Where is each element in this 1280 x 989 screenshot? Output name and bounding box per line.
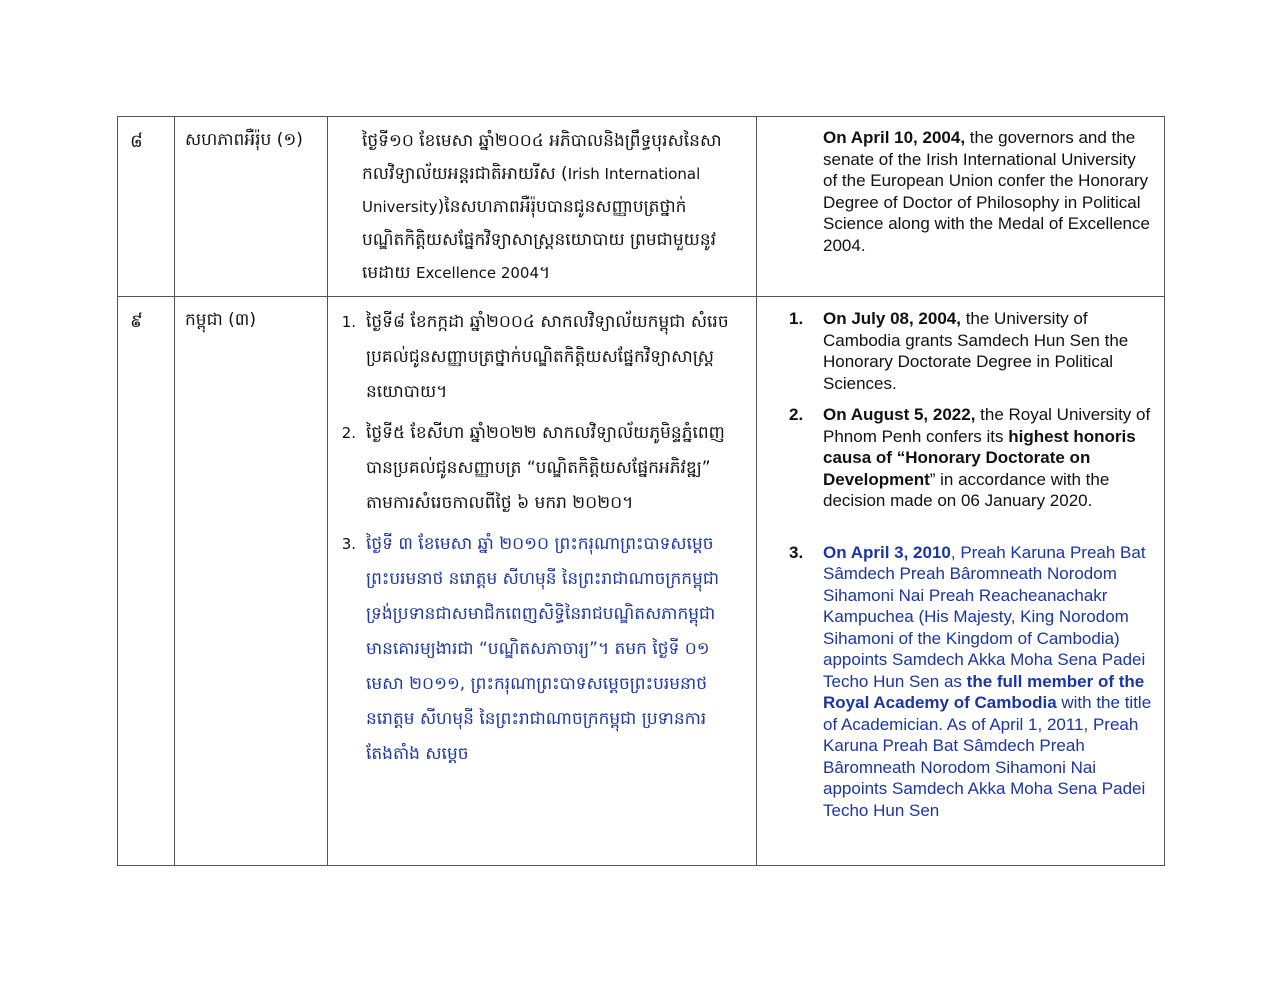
english-text: with the title of Academician. As of April 1, 2011, Preah Karuna Preah Bat Sâmdech Preah Bâromneath Norodom Sihamoni Nai appoints Samdech Akka Moha Sena Padei Techo Hun Sen: [823, 693, 1152, 820]
country-cell: កម្ពុជា (៣): [175, 297, 328, 866]
latin-text: Excellence 2004: [415, 264, 540, 282]
khmer-description: [328, 117, 757, 297]
english-date: On July 08, 2004,: [823, 309, 961, 328]
english-list: [757, 297, 1165, 866]
english-text: ” in accordance with the decision made on 06 January 2020.: [823, 469, 1110, 510]
list-item: [789, 308, 1156, 394]
english-description: [757, 117, 1165, 297]
english-item-body: [823, 308, 1156, 394]
khmer-text: ថ្ងៃទី៥ ខែសីហា ឆ្នាំ២០២២ សាកលវិទ្យាល័យភូមិន្ទភ្នំពេញបានប្រគល់ជូនសញ្ញាបត្រ “បណ្ឌិតកិត្តិយសផ្នែកអភិវឌ្ឍ” តាមការសំរេចកាលពីថ្ងៃ ៦ មករា ២០២០។: [366, 423, 725, 513]
khmer-text: )នៃសហភាពអឺរ៉ុបបានជូនសញ្ញាបត្រថ្នាក់បណ្ឌិតកិត្តិយសផ្នែកវិទ្យាសាស្ត្រនយោបាយ ព្រមជាមួយនូវមេដាយ: [362, 197, 717, 283]
table-row: [118, 117, 1165, 297]
list-item: [334, 527, 742, 772]
latin-text: Irish International University: [362, 165, 701, 216]
row-number: ៩: [118, 297, 175, 866]
english-item-body: [823, 542, 1156, 822]
english-date: On April 3, 2010: [823, 542, 951, 562]
list-marker: 2.: [341, 424, 356, 442]
list-item: [334, 305, 742, 410]
list-marker: 3.: [789, 542, 804, 562]
khmer-text: ថ្ងៃទី៨ ខែកក្កដា ឆ្នាំ២០០៤ សាកលវិទ្យាល័យកម្ពុជា សំរេចប្រគល់ជូនសញ្ញាបត្រថ្នាក់បណ្ឌិតកិត្តិយសផ្នែកវិទ្យាសាស្ត្រនយោបាយ។: [366, 312, 729, 402]
english-item-body: [823, 404, 1156, 512]
english-text: the governors and the senate of the Irish International University of the European Union confer the Honorary Degree of Doctor of Philosophy in Political Science along with the Medal of Excellence 2004.: [823, 128, 1150, 255]
list-item: [789, 404, 1156, 512]
list-item: [334, 416, 742, 521]
list-marker: 3.: [341, 535, 356, 553]
list-marker: 1.: [789, 309, 804, 328]
english-text: the Royal University of Phnom Penh confers its: [823, 405, 1151, 446]
khmer-list: [328, 297, 757, 866]
english-text: , Preah Karuna Preah Bat Sâmdech Preah Bâromneath Norodom Sihamoni Nai Preah Reacheanachakr Kampuchea (His Majesty, King Norodom Sihamoni of the Kingdom of Cambodia) appoints Samdech Akka Moha Sena Padei Techo Hun Sen as: [823, 542, 1146, 691]
english-date: On August 5, 2022,: [823, 405, 976, 424]
row-number: ៨: [118, 117, 175, 297]
english-emphasis: the full member of the Royal Academy of Cambodia: [823, 671, 1145, 712]
khmer-text: ។: [539, 263, 551, 283]
khmer-text: ថ្ងៃទី ៣ ខែមេសា ឆ្នាំ ២០១០ ព្រះករុណាព្រះបាទសម្តេចព្រះបរមនាថ នរោត្តម សីហមុនី នៃព្រះរាជាណាចក្រកម្ពុជា ទ្រង់ប្រទានជាសមាជិកពេញសិទ្ធិនៃរាជបណ្ឌិតសភាកម្ពុជា មានគោរម្យងារជា “បណ្ឌិតសភាចារ្យ”។ តមក ថ្ងៃទី ០១ មេសា ២០១១, ព្រះករុណាព្រះបាទសម្តេចព្រះបរមនាថ នរោត្តម សីហមុនី នៃព្រះរាជាណាចក្រកម្ពុជា ប្រទានការតែងតាំង សម្តេច: [366, 534, 720, 764]
list-item: [789, 542, 1156, 822]
country-cell: សហភាពអឺរ៉ុប (១): [175, 117, 328, 297]
list-marker: 1.: [341, 313, 356, 331]
english-date: On April 10, 2004,: [823, 128, 966, 147]
khmer-text: ថ្ងៃទី១០ ខែមេសា ឆ្នាំ២០០៤ អភិបាលនិងព្រឹទ្ធបុរសនៃសា កលវិទ្យាល័យអន្តរជាតិអាយរីស (: [362, 131, 722, 184]
english-emphasis: highest honoris causa of “Honorary Doctorate on Development: [823, 426, 1136, 489]
english-text: the University of Cambodia grants Samdech Hun Sen the Honorary Doctorate Degree in Political Sciences.: [823, 309, 1129, 393]
table-row: [118, 297, 1165, 866]
list-marker: 2.: [789, 405, 804, 424]
honors-table: [117, 116, 1165, 866]
